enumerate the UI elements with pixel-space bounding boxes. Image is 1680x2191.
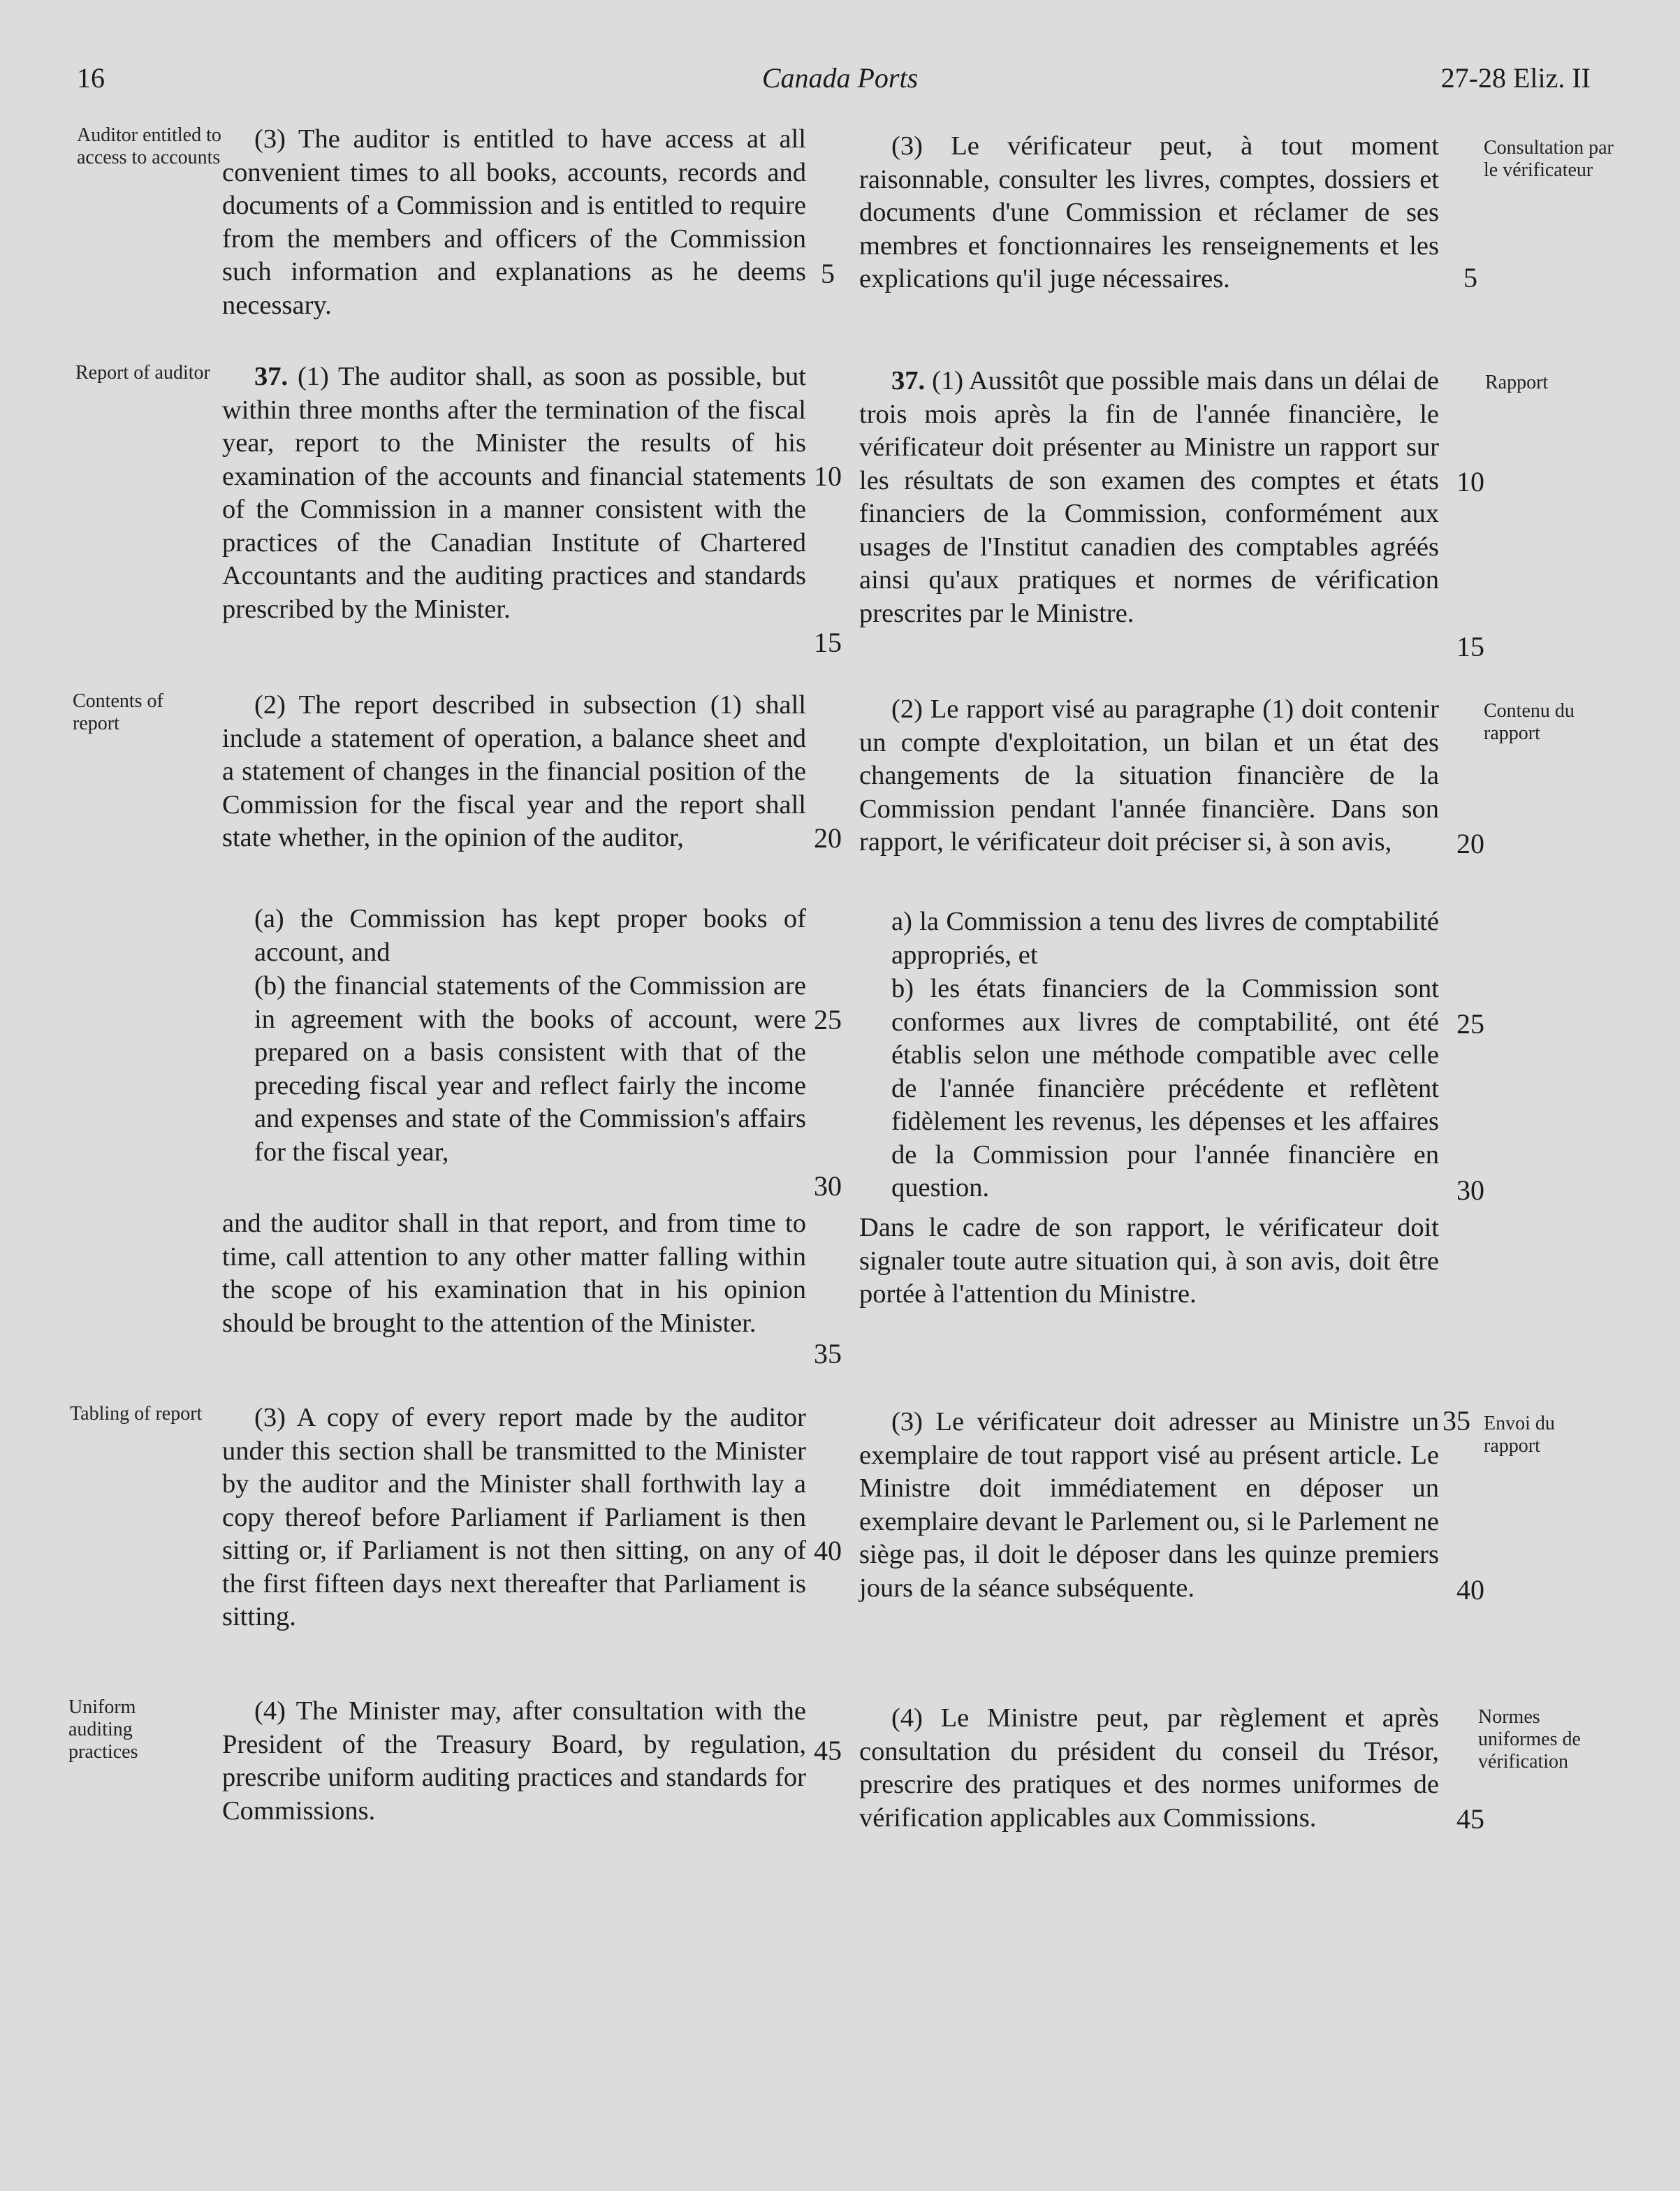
margin-note-contenu: Contenu du rapport [1484,700,1575,744]
fr-s36-3-text: (3) Le vérificateur peut, à tout moment raisonnable, consulter les livres, comptes, dossiers et documents d'une Commission et réclamer de ses membres et fonctionnaires les renseignements et les explications qu'il juge nécessaires. [859,131,1439,293]
line-number-25: 25 [814,1004,842,1035]
line-number-45: 45 [814,1735,842,1766]
fr-subsection-36-3 [859,130,1439,296]
fr-s37-2-text: (2) Le rapport visé au paragraphe (1) doit contenir un compte d'exploitation, un bilan et un état des changements de la situation financière de la Commission pendant l'année financière. Dans son rapport, le vérificateur doit préciser si, à son avis, [859,694,1439,857]
regnal-year: 27-28 Eliz. II [1440,62,1591,94]
line-number-15: 15 [814,627,842,658]
fr-subsection-37-2 [859,693,1439,859]
fr-s37-2-b-text: b) les états financiers de la Commission sont conformes aux livres de comptabilité, ont été établis selon une méthode compatible avec celle de l'année financière précédente et reflètent fidèlement les revenus, les dépenses et les affaires de la Commission pour l'année financière en question. [891,974,1439,1202]
line-number-fr-45: 45 [1456,1803,1484,1835]
running-title: Canada Ports [761,62,919,94]
line-number-fr-35: 35 [1442,1405,1470,1436]
line-number-10: 10 [814,460,842,492]
en-s37-2-a-text: (a) the Commission has kept proper books of account, and [254,904,806,967]
margin-note-rapport: Rapport [1485,372,1549,393]
margin-note-contents-of-report: Contents of report [73,690,163,734]
line-number-40: 40 [814,1535,842,1566]
fr-s37-3-text: (3) Le vérificateur doit adresser au Ministre un exemplaire de tout rapport visé au présent article. Le Ministre doit immédiatement en déposer un exemplaire devant le Parlement ou, si le Parlement ne siège pas, il doit le déposer dans les quinze premiers jours de la séance subséquente. [859,1407,1439,1603]
fr-s37-1-text: (1) Aussitôt que possible mais dans un délai de trois mois après la fin de l'année financière, le vérificateur doit présenter au Ministre un rapport sur les résultats de son examen des comptes et états financiers de la Commission, conformément aux usages de l'Institut canadien des comptables agréés ainsi qu'aux pratiques et normes de vérification prescrites par le Ministre. [859,366,1440,628]
en-subsection-36-3 [222,123,806,322]
fr-section-number: 37. [891,366,926,395]
en-subsection-37-4 [222,1695,806,1828]
en-paragraph-b [222,970,806,1169]
en-subsection-37-3 [222,1402,806,1634]
en-paragraph-a [222,903,806,969]
line-number-fr-40: 40 [1456,1574,1484,1606]
line-number-5: 5 [821,258,835,289]
margin-note-envoi: Envoi du rapport [1484,1413,1555,1457]
margin-note-auditor-access: Auditor entitled to access to accounts [77,124,221,168]
fr-s37-2-a-text: a) la Commission a tenu des livres de comptabilité appropriés, et [891,907,1439,970]
margin-note-normes: Normes uniformes de vérification [1478,1706,1581,1773]
fr-subsection-37-3 [859,1406,1439,1605]
line-number-fr-30: 30 [1456,1174,1484,1206]
margin-note-uniform-practices: Uniform auditing practices [68,1696,138,1763]
en-subsection-37-2-tail [222,1207,806,1340]
fr-subsection-37-2-tail [859,1211,1439,1311]
en-s37-4-text: (4) The Minister may, after consultation with the President of the Treasury Board, by regulation, prescribe uniform auditing practices and standards for Commissions. [222,1696,806,1826]
en-s37-2-text: (2) The report described in subsection (1) shall include a statement of operation, a balance sheet and a statement of changes in the financial position of the Commission for the fiscal year and the report shall state whether, in the opinion of the auditor, [222,690,806,852]
fr-section-37-1 [859,365,1439,630]
line-number-fr-10: 10 [1456,466,1484,497]
en-s37-2-b-text: (b) the financial statements of the Commission are in agreement with the books of account, were prepared on a basis consistent with that of the preceding fiscal year and reflect fairly the income and expenses and state of the Commission's affairs for the fiscal year, [254,971,806,1167]
en-s36-3-text: (3) The auditor is entitled to have access at all convenient times to all books, accounts, records and documents of a Commission and is entitled to require from the members and officers of the Commission such information and explanations as he deems necessary. [222,124,806,320]
fr-subsection-37-4 [859,1702,1439,1835]
margin-note-consultation: Consultation par le vérificateur [1484,137,1614,181]
margin-note-tabling-of-report: Tabling of report [70,1403,203,1425]
fr-paragraph-b [859,973,1439,1205]
en-s37-2-tail-text: and the auditor shall in that report, and from time to time, call attention to any other matter falling within the scope of his examination that in his opinion should be brought to the attention of the Minister. [222,1209,806,1338]
fr-s37-2-tail-text: Dans le cadre de son rapport, le vérificateur doit signaler toute autre situation qui, à son avis, doit être portée à l'attention du Ministre. [859,1213,1439,1309]
line-number-30: 30 [814,1170,842,1202]
en-s37-1-text: (1) The auditor shall, as soon as possible, but within three months after the termination of the fiscal year, report to the Minister the results of his examination of the accounts and financial statements of the Commission in a manner consistent with the practices of the Canadian Institute of Chartered Accountants and the auditing practices and standards prescribed by the Minister. [222,362,806,624]
line-number-35: 35 [814,1338,842,1369]
en-section-37-1 [222,361,806,626]
en-s37-3-text: (3) A copy of every report made by the auditor under this section shall be transmitted to the Minister by the auditor and the Minister shall forthwith lay a copy thereof before Parliament if Parliament is then sitting or, if Parliament is not then sitting, on any of the first fifteen days next thereafter that Parliament is sitting. [222,1403,806,1631]
line-number-fr-15: 15 [1456,631,1484,662]
en-subsection-37-2 [222,689,806,855]
page-number: 16 [77,62,105,94]
line-number-fr-25: 25 [1456,1008,1484,1040]
en-section-number: 37. [254,362,288,391]
line-number-fr-20: 20 [1456,828,1484,859]
fr-s37-4-text: (4) Le Ministre peut, par règlement et après consultation du président du conseil du Trésor, prescrire des pratiques et des normes uniformes de vérification applicables aux Commissions. [859,1703,1439,1833]
margin-note-report-of-auditor: Report of auditor [75,362,210,384]
line-number-20: 20 [814,822,842,854]
line-number-fr-5: 5 [1463,262,1477,293]
fr-paragraph-a [859,905,1439,972]
